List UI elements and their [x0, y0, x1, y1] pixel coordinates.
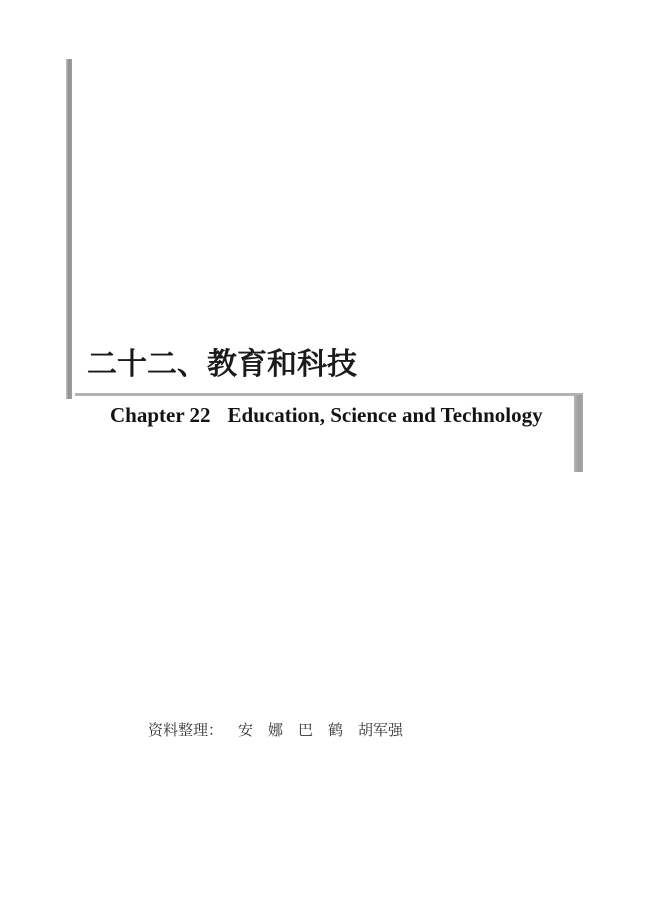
chapter-title-zh: 二十二、教育和科技 [87, 347, 357, 382]
right-accent-bar [574, 395, 583, 472]
title-divider-rule [75, 393, 583, 396]
chapter-number-en: Chapter 22 [110, 403, 211, 427]
credit-label: 资料整理： [148, 721, 224, 739]
chapter-title-en [110, 402, 543, 428]
credit-name: 胡军强 [358, 721, 404, 739]
credit-line [148, 721, 403, 739]
credit-name: 巴 鹤 [298, 721, 344, 739]
credit-name: 安 娜 [238, 721, 284, 739]
chapter-name-en: Education, Science and Technology [227, 403, 543, 427]
left-accent-bar [66, 59, 72, 399]
